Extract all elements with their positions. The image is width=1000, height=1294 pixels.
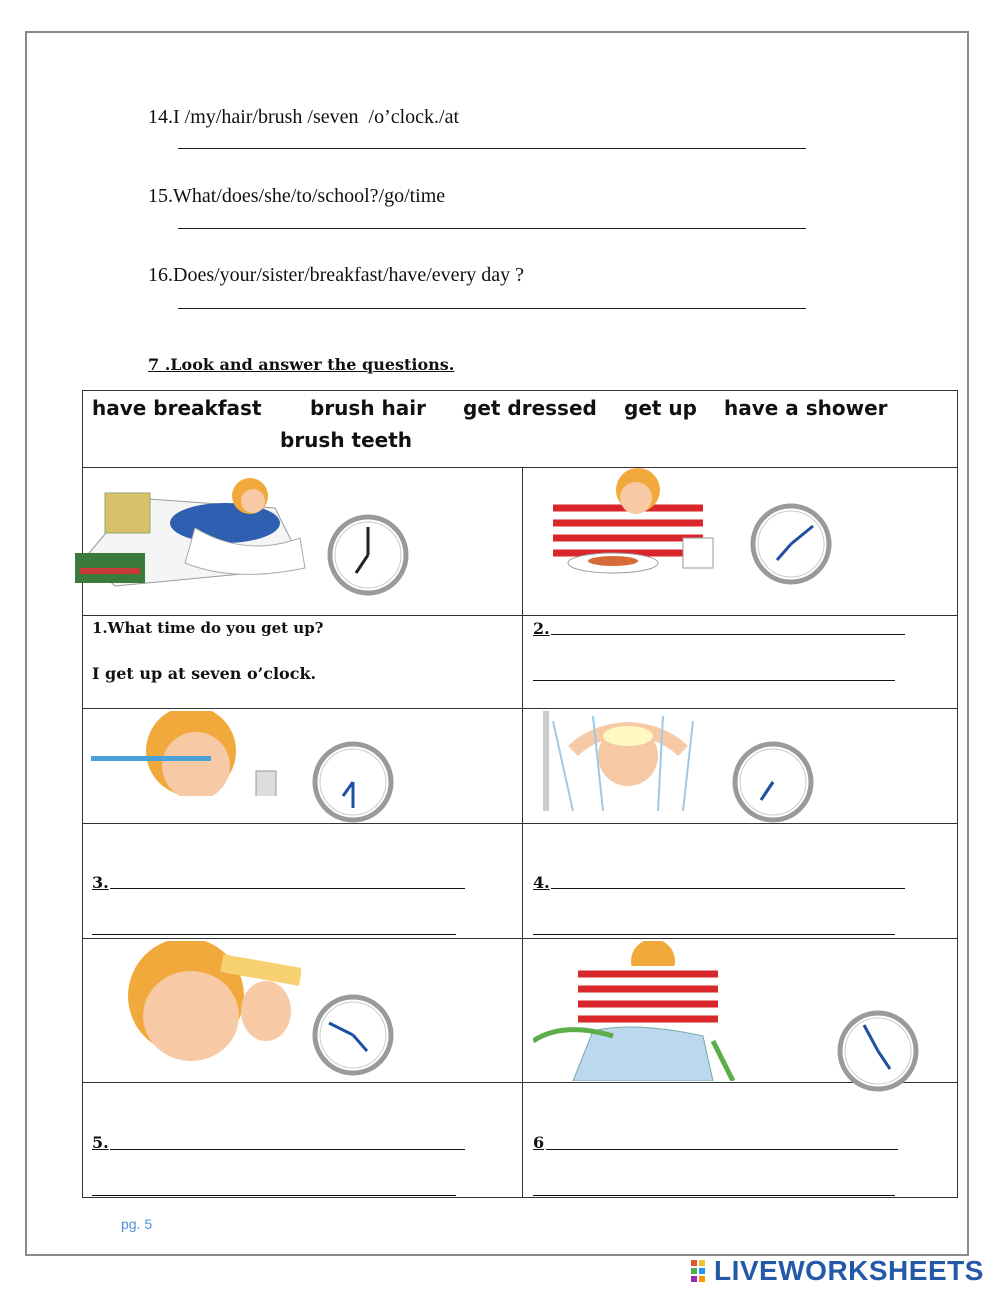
boy-brushing-hair-picture: [91, 941, 301, 1066]
word-get-dressed: get dressed: [463, 396, 597, 420]
boy-brushing-teeth-picture: [91, 711, 291, 811]
word-bank: [82, 390, 958, 468]
question-2-line[interactable]: [551, 634, 905, 635]
answer-line-14[interactable]: [178, 148, 806, 149]
brand-name: LIVEWORKSHEETS: [714, 1255, 984, 1286]
answer-line-15[interactable]: [178, 228, 806, 229]
boy-having-shower-picture: [533, 711, 713, 813]
word-get-up: get up: [624, 396, 697, 420]
word-brush-teeth: brush teeth: [280, 428, 413, 452]
question-14: 14.I /my/hair/brush /seven /o’clock./at: [148, 106, 460, 128]
answer-4-line[interactable]: [533, 934, 895, 935]
answer-3-line[interactable]: [92, 934, 456, 935]
clock-5-00-icon: [836, 1009, 920, 1093]
answer-1: I get up at seven o’clock.: [92, 664, 317, 683]
page-number: pg. 5: [121, 1216, 153, 1232]
question-16: 16.Does/your/sister/breakfast/have/every day ?: [148, 264, 524, 286]
liveworksheets-logo-icon: [690, 1258, 714, 1284]
activity-grid: [82, 467, 958, 1198]
brand-logo: [690, 1255, 984, 1287]
clock-7-00-icon: [326, 513, 410, 597]
question-6-line[interactable]: [546, 1149, 898, 1150]
grid-row-line: [83, 938, 957, 939]
grid-row-line: [83, 1082, 957, 1083]
question-3-number: 3.: [92, 873, 109, 892]
answer-6-line[interactable]: [533, 1195, 895, 1196]
question-1: 1.What time do you get up?: [92, 619, 324, 637]
grid-row-line: [83, 615, 957, 616]
clock-7-35-icon: [731, 740, 815, 824]
grid-row-line: [83, 708, 957, 709]
word-have-breakfast: have breakfast: [92, 396, 262, 420]
question-3-line[interactable]: [110, 888, 465, 889]
grid-divider: [522, 468, 523, 1197]
word-have-a-shower: have a shower: [724, 396, 888, 420]
question-15: 15.What/does/she/to/school?/go/time: [148, 185, 446, 207]
clock-7-10-icon: [749, 502, 833, 586]
section-title: 7 .Look and answer the questions.: [148, 355, 455, 374]
clock-6-30-icon: [311, 740, 395, 824]
grid-row-line: [83, 823, 957, 824]
boy-getting-dressed-picture: [533, 941, 773, 1081]
clock-4-50-icon: [311, 993, 395, 1077]
answer-2-line[interactable]: [533, 680, 895, 681]
answer-5-line[interactable]: [92, 1195, 456, 1196]
question-4-line[interactable]: [551, 888, 905, 889]
answer-line-16[interactable]: [178, 308, 806, 309]
question-4-number: 4.: [533, 873, 550, 892]
question-5-line[interactable]: [110, 1149, 465, 1150]
question-2-number: 2.: [533, 619, 550, 638]
question-6-number: 6: [533, 1133, 545, 1152]
question-5-number: 5.: [92, 1133, 109, 1152]
boy-waking-up-picture: [75, 468, 315, 588]
boy-eating-breakfast-picture: [533, 468, 729, 578]
word-brush-hair: brush hair: [310, 396, 426, 420]
